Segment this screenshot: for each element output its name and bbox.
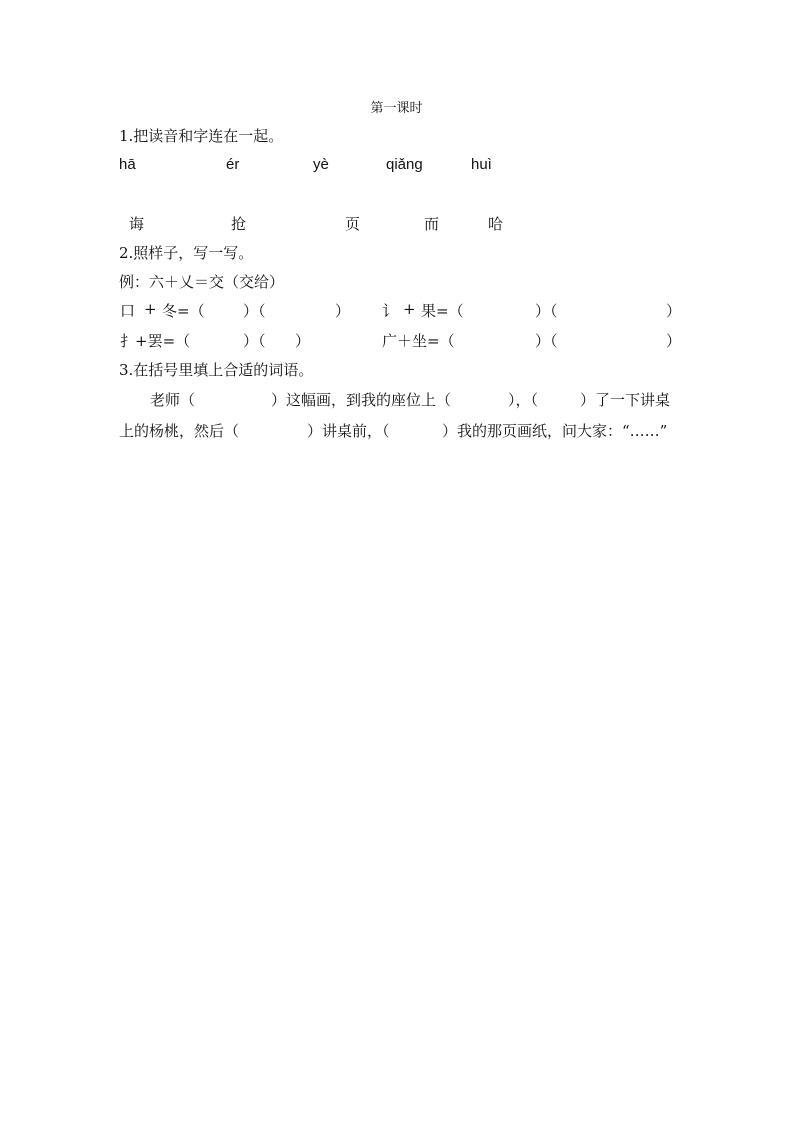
bracket-mid: ）（	[243, 332, 266, 350]
bracket-end: ）	[666, 302, 682, 320]
component-guo: 果=（	[421, 302, 464, 320]
bracket-end: ）	[666, 332, 682, 350]
question-3-prompt: 3.在括号里填上合适的词语。	[119, 361, 314, 379]
sentence-2-part-a: 上的杨桃，然后（	[119, 422, 240, 440]
sentence-1-part-b: ）这幅画，到我的座位上（	[271, 391, 452, 409]
pinyin-er: ér	[226, 156, 240, 173]
sentence-1-part-c: ），（	[508, 391, 539, 409]
pinyin-ye: yè	[313, 156, 329, 173]
char-er: 而	[424, 215, 440, 233]
pinyin-ha: hā	[119, 156, 136, 173]
plus-sign: +	[403, 300, 416, 318]
question-2-example: 例：六＋乂＝交（交给）	[119, 273, 285, 291]
char-qiang: 抢	[231, 215, 247, 233]
radical-guang-zuo: 广＋坐=（	[382, 332, 455, 350]
radical-yan: 讠	[382, 302, 398, 320]
plus-sign: +	[144, 300, 157, 318]
char-hui: 诲	[129, 215, 145, 233]
component-dong: 冬=（	[162, 302, 205, 320]
sentence-2-part-c: ）我的那页画纸，问大家：“……”	[442, 422, 668, 440]
sentence-1-part-a: 老师（	[150, 391, 196, 409]
radical-shou-ba: 扌+罢=（	[120, 332, 191, 350]
sentence-1-part-d: ）了一下讲桌	[580, 391, 671, 409]
pinyin-qiang: qiǎng	[386, 156, 423, 173]
char-ha: 哈	[488, 215, 504, 233]
question-2-prompt: 2.照样子，写一写。	[119, 244, 254, 262]
question-1-prompt: 1.把读音和字连在一起。	[119, 127, 284, 145]
bracket-mid: ）（	[243, 302, 266, 320]
page-title: 第一课时	[370, 101, 423, 116]
char-ye: 页	[345, 215, 361, 233]
bracket-end: ）	[295, 332, 311, 350]
pinyin-hui: huì	[471, 156, 492, 173]
bracket-end: ）	[335, 302, 351, 320]
bracket-mid: ）（	[535, 332, 558, 350]
sentence-2-part-b: ）讲桌前，（	[307, 422, 390, 440]
radical-kou: 口	[120, 302, 136, 320]
bracket-mid: ）（	[535, 302, 558, 320]
